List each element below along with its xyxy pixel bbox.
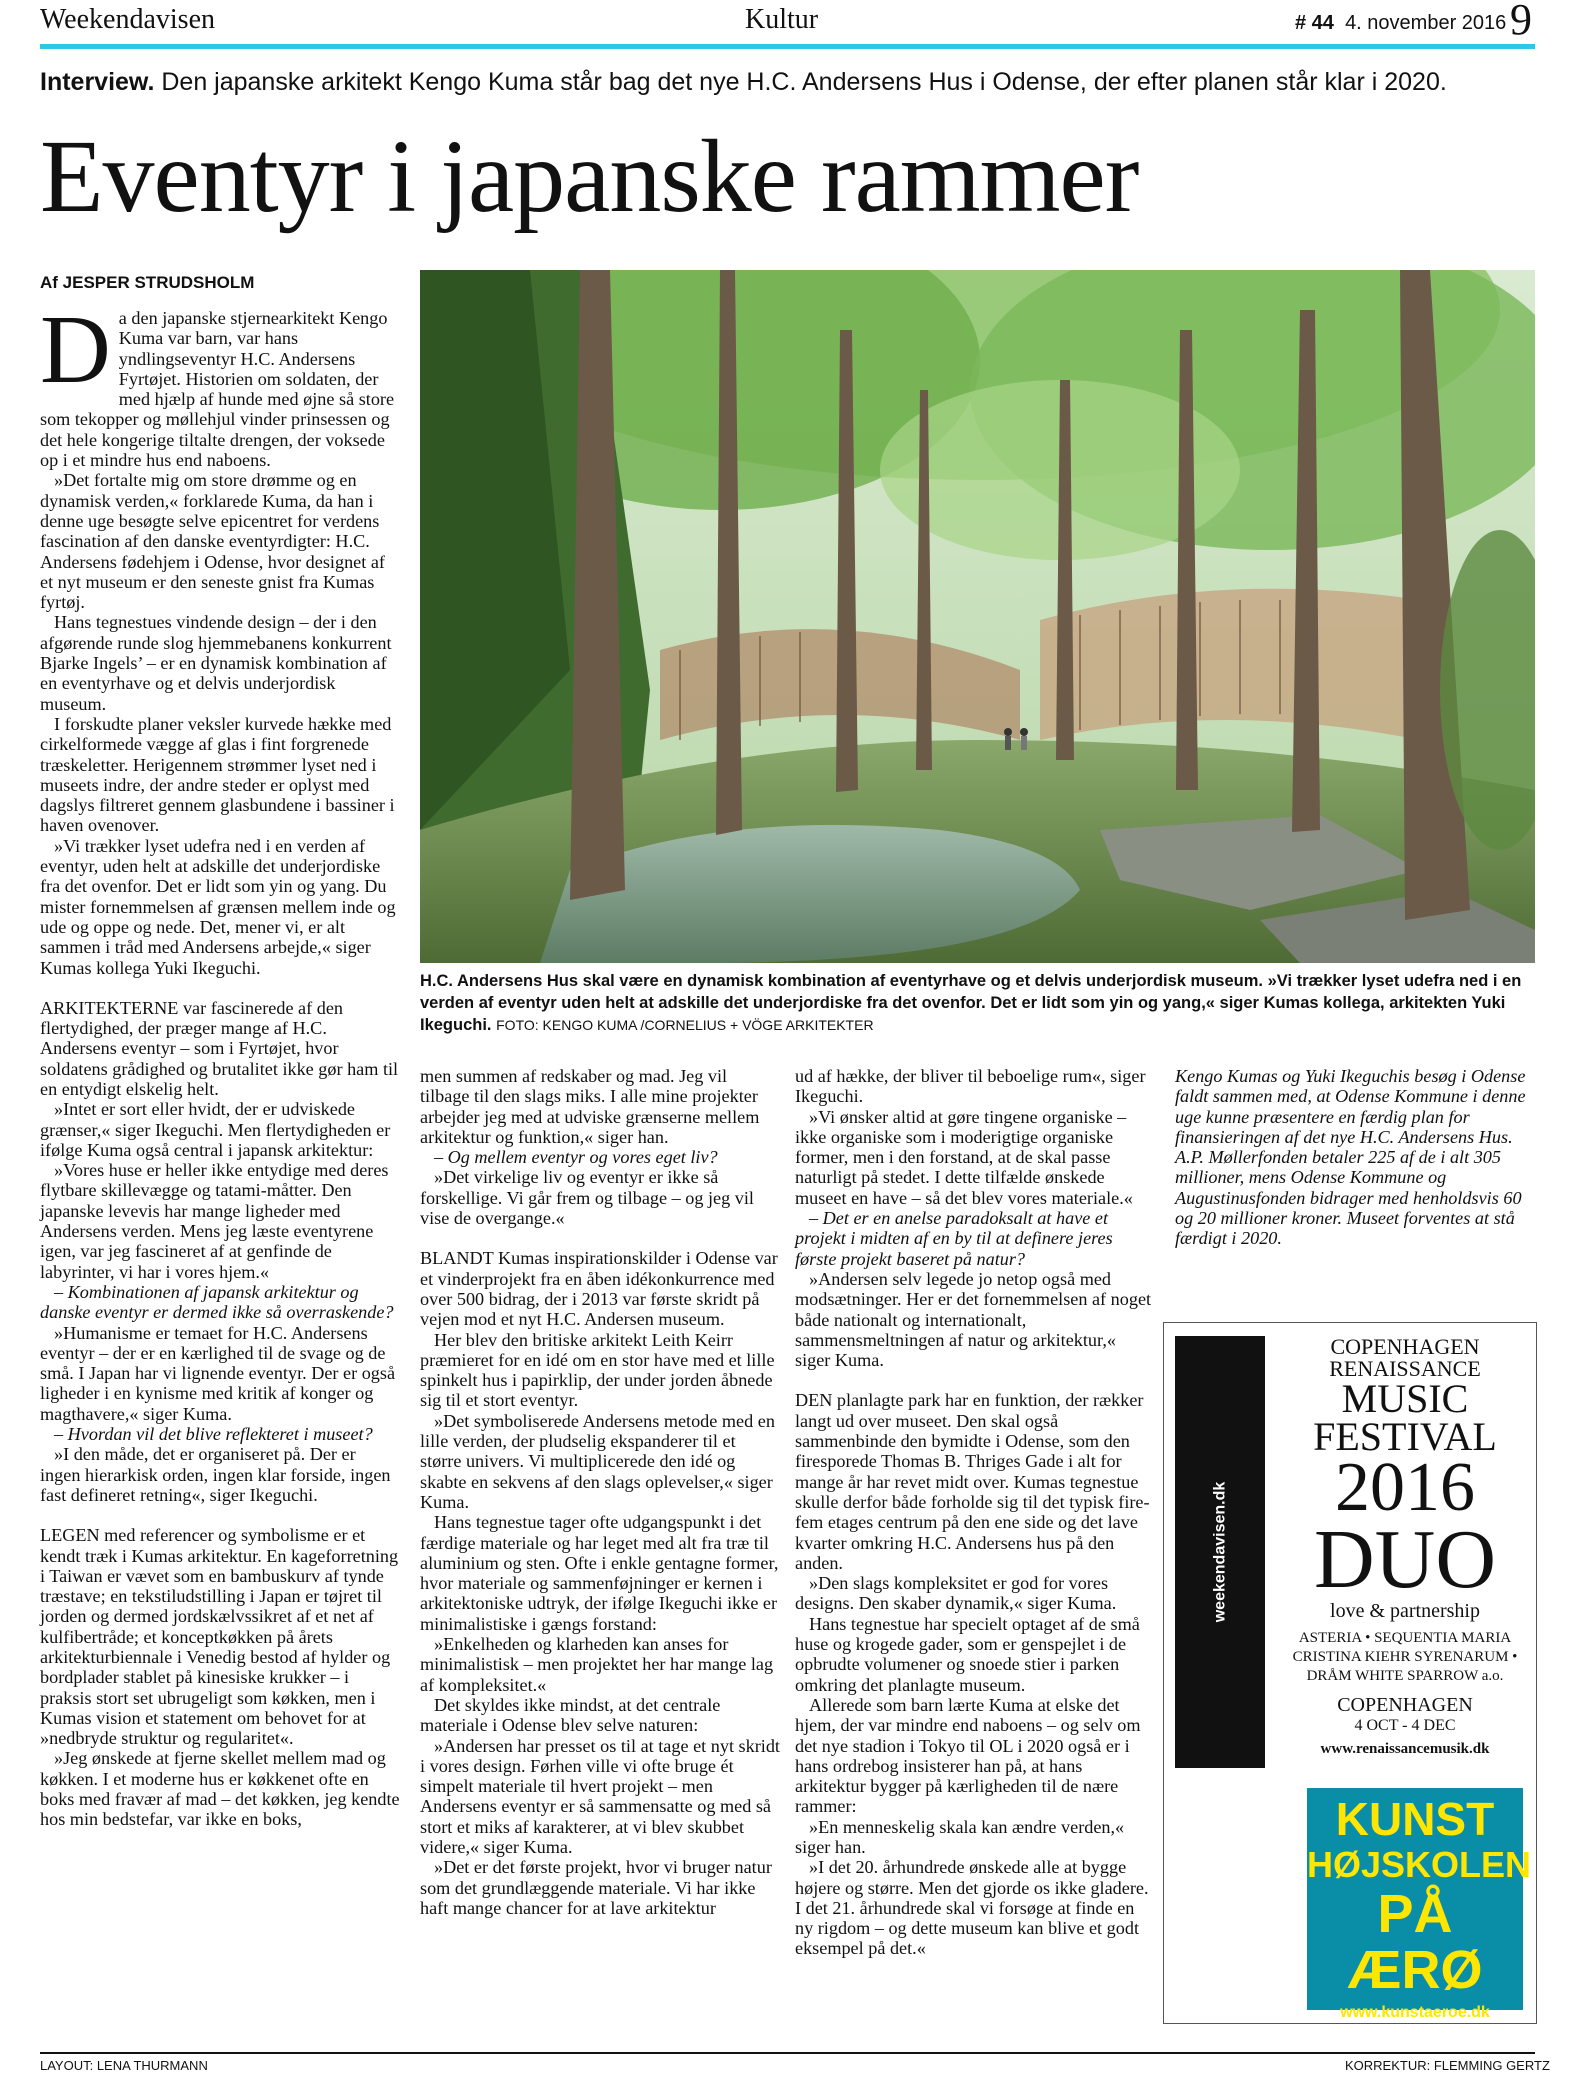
paragraph: Hans tegnestues vindende design – der i den afgørende runde slog hjemmebanens konkurrent Bjarke Ingels’ – er en dynamisk kombination af en eventyrhave og et delvis underjordisk museum. (40, 612, 392, 714)
ad-dates: 4 OCT - 4 DEC (1354, 1717, 1456, 1734)
intro-label: Interview. (40, 68, 155, 96)
intro-line (40, 68, 1540, 97)
paragraph: »I det 20. århundrede ønskede alle at bygge højere og større. Men det gjorde os ikke gladere. I det 21. århundrede skal vi forsøge at finde en ny rigdom – og dette museum kan blive et godt eksempel på det.« (795, 1857, 1149, 1959)
proofreading-credit: KORREKTUR: FLEMMING GERTZ (1345, 2058, 1550, 2073)
interview-question: – Det er en anelse paradoksalt at have et projekt i midten af en by til at definere jeres første projekt baseret på natur? (795, 1208, 1113, 1269)
article-column-3 (795, 1066, 1155, 1959)
paragraph: ud af hække, der bliver til beboelige rum«, siger Ikeguchi. (795, 1066, 1146, 1107)
ad-line-4: FESTIVAL (1313, 1414, 1497, 1459)
paragraph: Hans tegnestue har specielt optaget af de små huse og krogede gader, som er genspejlet i de opbrudte volumener og snoede stier i parken omkring det planlagte museum. (795, 1613, 1140, 1695)
ad-line-3: MUSIC (1341, 1376, 1469, 1421)
paragraph: »Jeg ønskede at fjerne skellet mellem mad og køkken. I et moderne hus er køkkenet ofte en boks med fravær af mad – det køkken, jeg kendte hos min bedstefar, var ikke en boks, (40, 1748, 400, 1830)
intro-text: Den japanske arkitekt Kengo Kuma står bag det nye H.C. Andersens Hus i Odense, der efter planen står klar i 2020. (161, 68, 1447, 96)
paragraph: »Det er det første projekt, hvor vi bruger natur som det grundlæggende materiale. Vi har ikke haft mange chancer for at lave arkitektur (420, 1857, 772, 1918)
photo-credit: FOTO: KENGO KUMA /CORNELIUS + VÖGE ARKITEKTER (496, 1017, 874, 1033)
ad-duo: DUO (1314, 1513, 1496, 1606)
vertical-url-text: weekendavisen.dk (1211, 1481, 1229, 1623)
interview-question: – Hvordan vil det blive reflekteret i museet? (54, 1424, 373, 1445)
vertical-url[interactable] (1175, 1336, 1265, 1768)
section-name: Kultur (745, 4, 819, 35)
interview-question: – Og mellem eventyr og vores eget liv? (434, 1147, 718, 1168)
paragraph: Her blev den britiske arkitekt Leith Keirr præmieret for en idé om en stor have med et lille spinkelt hus i papirklip, der under jorden åbnede sig til et stort eventyr. (420, 1329, 775, 1411)
paragraph: »Det fortalte mig om store drømme og en dynamisk verden,« forklarede Kuma, da han i denne uge besøgte selve epicentret for verdens fascination af den danske eventyrdigter: H.C. Andersens fødehjem i Odense, hvor designet af et nyt museum er den seneste gnist fra Kumas fyrtøj. (40, 470, 385, 613)
paragraph: »En menneskelig skala kan ændre verden,« siger han. (795, 1816, 1125, 1857)
forest-garden-illustration (420, 270, 1535, 963)
paragraph: »Enkelheden og klarheden kan anses for minimalistisk – men projektet her har mange lag af kompleksitet.« (420, 1634, 774, 1695)
kunst-web-link[interactable]: www.kunstaeroe.dk (1340, 2004, 1490, 2021)
byline: Af JESPER STRUDSHOLM (40, 273, 255, 292)
ad-line-2: RENAISSANCE (1329, 1356, 1481, 1381)
ad-artists: ASTERIA • SEQUENTIA MARIA CRISTINA KIEHR SYRENARUM • DRÅM WHITE SPARROW a.o. (1292, 1630, 1518, 1684)
footer-rule (40, 2052, 1535, 2054)
funding-note: Kengo Kumas og Yuki Ikeguchis besøg i Odense faldt sammen med, at Odense Kommune i denne uge kunne præsentere en færdig plan for finansieringen af det nye H.C. Andersens Hus. A.P. Møllerfonden betaler 225 af de i alt 305 millioner, mens Odense Kommune og Augustinusfonden bidrager med henholdsvis 60 og 20 millioner kroner. Museet forventes at stå færdigt i 2020. (1175, 1066, 1526, 1249)
ad-city: COPENHAGEN (1337, 1694, 1473, 1716)
paragraph: »Det symboliserede Andersens metode med en lille verden, der pludselig ekspanderer til et større univers. Vi multiplicerede den idé og skabte en sekvens af den slags oplevelser,« siger Kuma. (420, 1410, 775, 1512)
page-number: 9 (1510, 0, 1532, 44)
paragraph: »Det virkelige liv og eventyr er ikke så forskellige. Vi går frem og tilbage – og jeg vil vise de overgange.« (420, 1167, 754, 1229)
newspaper-name: Weekendavisen (40, 4, 215, 35)
section-paragraph: LEGEN med referencer og symbolisme er et kendt træk i Kumas arkitektur. En kageforretning i Taiwan er vævet som en bambuskurv af tynde træstave; en tekstiludstilling i Japan er tøjret til jorden og dermed jordskælvssikret af et net af kulfibertråde; et konceptkøkken på årets arkitekturbiennale i Venedig bestod af hylder og bordplader stablet på kinesiske krukker – i praksis stort set ubrugeligt som køkken, men i Kumas vision et statement om behovet for at »nedbryde struktur og regularitet«. (40, 1525, 399, 1749)
paragraph: men summen af redskaber og mad. Jeg vil tilbage til den slags miks. I alle mine projekter arbejder jeg med at udviske grænserne mellem arkitektur og funktion,« siger han. (420, 1066, 760, 1147)
kunst-line-3: PÅ ÆRØ (1347, 1884, 1483, 2000)
kunst-line-1: KUNST (1335, 1793, 1495, 1845)
layout-credit: LAYOUT: LENA THURMANN (40, 2058, 208, 2073)
section-paragraph: DEN planlagte park har en funktion, der rækker langt ud over museet. Den skal også sammenbinde den bymidte i Odense, som den firesporede Thomas B. Thriges Gade i alt for mange år har revet midt over. Kumas tegnestue skulle derfor både forholde sig til det typisk fire-fem etages centrum på den ene side og det lave kvarter omkring H.C. Andersens hus på den anden. (795, 1390, 1150, 1573)
issue-date-text: 4. november 2016 (1345, 12, 1507, 34)
paragraph: »I den måde, det er organiseret på. Der er ingen hierarkisk orden, ingen klar forside, ingen fast defineret retning«, siger Ikeguchi. (40, 1444, 391, 1505)
ad-year: 2016 (1335, 1449, 1475, 1526)
paragraph: »Andersen selv legede jo netop også med modsætninger. Her er det fornemmelsen af noget både nationalt og internationalt, sammensmeltningen af natur og arkitektur,« siger Kuma. (795, 1268, 1152, 1371)
photo-caption (420, 970, 1535, 1036)
article-column-1 (40, 296, 400, 1830)
paragraph: I forskudte planer veksler kurvede hække med cirkelformede vægge af glas i fint forgrenede træskeletter. Herigennem strømmer lyset ned i museets indre, der andre steder er oplyst med dagslys filtreret gennem glasbundene i bassiner i haven ovenover. (40, 713, 395, 836)
dropcap: D (40, 296, 111, 404)
paragraph: »Andersen har presset os til at tage et nyt skridt i vores design. Førhen ville vi ofte bruge ét simpelt materiale til hvert projekt – men Andersens eventyr er så sammensatte og med så stort et miks af karakterer, at vi blev skubbet videre,« siger Kuma. (420, 1735, 780, 1857)
paragraph: »Humanisme er temaet for H.C. Andersens eventyr – der er en kærlighed til de svage og de små. I Japan har vi lignende eventyr. Der er også ligheder i en kynisme med kritik af konger og magthavere,« siger Kuma. (40, 1322, 396, 1424)
caption-text: H.C. Andersens Hus skal være en dynamisk kombination af eventyrhave og et delvis underjordisk museum. »Vi trækker lyset udefra ned i en verden af eventyr uden helt at adskille det underjordiske fra det ovenfor. Det er lidt som yin og yang,« siger Kumas kollega, arkitekten Yuki Ikeguchi. (420, 972, 1522, 1034)
section-paragraph: ARKITEKTERNE var fascinerede af den flertydighed, der præger mange af H.C. Andersens eventyr – som i Fyrtøjet, hvor soldatens grådighed og brutalitet ikke gør ham til en entydigt elskelig helt. (40, 997, 399, 1099)
interview-question: – Kombinationen af japansk arkitektur og danske eventyr er dermed ikke så overraskende? (40, 1281, 394, 1323)
ad-web-link[interactable]: www.renaissancemusik.dk (1320, 1741, 1490, 1757)
paragraph: »Den slags kompleksitet er god for vores designs. Den skaber dynamik,« siger Kuma. (795, 1573, 1117, 1614)
paragraph: »Vores huse er heller ikke entydige med deres flytbare skillevægge og tatami-måtter. Den japanske levevis har mange ligheder med Andersens verden. Mens jeg læste eventyrene igen, var jeg fascineret af at genfinde de labyrinter, vi har i vores hjem.« (40, 1160, 389, 1282)
issue-number: # 44 (1295, 12, 1334, 34)
paragraph: »Vi trækker lyset udefra ned i en verden af eventyr, uden helt at adskille det underjordiske fra det ovenfor. Det er lidt som yin og yang. Du mister fornemmelsen af grænsen mellem inde og ude og oppe og nede. Det, mener vi, er alt sammen i tråd med Andersens arbejde,« siger Kumas kollega Yuki Ikeguchi. (40, 835, 396, 978)
article-column-2 (420, 1066, 780, 1918)
kunst-line-2: HØJSKOLEN (1307, 1844, 1532, 1885)
issue-date (1295, 12, 1506, 35)
paragraph: Hans tegnestue tager ofte udgangspunkt i det færdige materiale og har leget med alt fra træ til aluminium og sten. Ofte i enkle gentagne former, hvor materiale og sammenføjninger er kernen i arkitektoniske udtryk, der ifølge Ikeguchi ikke er minimalistiske i gængs forstand: (420, 1512, 779, 1634)
paragraph: »Vi ønsker altid at gøre tingene organiske – ikke organiske som i moderigtige organiske former, men i den forstand, at de skal passe naturligt på stedet. I dette tilfælde ønskede museet en have – så det blev vores materiale.« (795, 1106, 1133, 1208)
paragraph: Det skyldes ikke mindst, at det centrale materiale i Odense blev selve naturen: (420, 1694, 721, 1736)
kunsthojskolen-ad[interactable] (1307, 1788, 1532, 2021)
header-rule (40, 44, 1535, 49)
festival-ad[interactable] (1280, 1336, 1530, 1758)
ad-line-1: COPENHAGEN (1330, 1334, 1480, 1359)
headline: Eventyr i japanske rammer (40, 119, 1139, 234)
paragraph: a den japanske stjernearkitekt Kengo Kuma var barn, var hans yndlingseventyr H.C. Andersens Fyrtøjet. Historien om soldaten, der med hjælp af hunde med øjne så store som tekopper og møllehjul vinder prinsessen og det hele kongerige tiltalte drengen, der voksede op i et mindre hus end naboens. (40, 308, 395, 471)
ad-tagline: love & partnership (1330, 1600, 1480, 1622)
article-photo (420, 270, 1535, 963)
section-paragraph: BLANDT Kumas inspirationskilder i Odense var et vinderprojekt fra en åben idékonkurrence med over 500 bidrag, der i 2013 var første skridt på vejen mod et nyt H.C. Andersen museum. (420, 1248, 778, 1330)
paragraph: »Intet er sort eller hvidt, der er udviskede grænser,« siger Ikeguchi. Men flertydigheden er ifølge Kuma også central i japansk arkitektur: (40, 1099, 391, 1160)
paragraph: Allerede som barn lærte Kuma at elske det hjem, der var mindre end naboens – og selv om det nye stadion i Tokyo til OL i 2020 også er i hans ordrebog insisterer han på, at hans arkitektur bygger på kærligheden til de nære rammer: (795, 1694, 1141, 1817)
